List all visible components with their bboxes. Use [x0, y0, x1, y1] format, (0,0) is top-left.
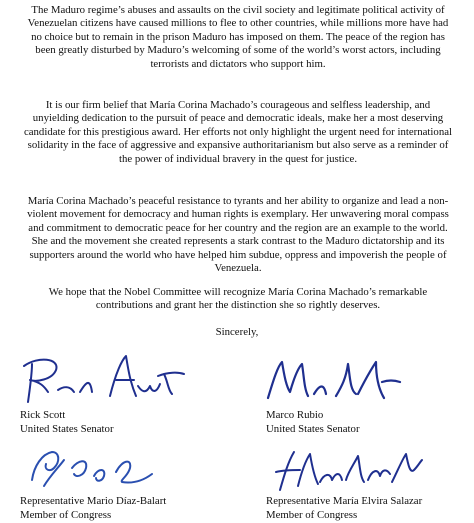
paragraph-peaceful-resistance: María Corina Machado’s peaceful resistance to tyrants and her ability to organize and lead a non-violent movement for democracy and human rights is exemplary. Her unwavering moral compass and commitment to democratic peace for her country and the region are an example to the world. She and the movement she created represents a stark contrast to the Maduro dictatorship and its supporters around the world who have helped him subdue, oppress and impoverish the people of Venezuela. — [27, 195, 449, 275]
paragraph-firm-belief: It is our firm belief that María Corina Machado’s courageous and selfless leadership, and unyielding dedication to the pursuit of peace and democratic ideals, make her a most deserving candidate for this prestigious award. Her efforts not only highlight the urgent need for international solidarity in the face of aggressive and expansive authoritarianism but also serve as a reminder of the power of individual bravery in the quest for justice. — [23, 99, 453, 165]
signature-mario-diaz-balart — [24, 446, 164, 490]
signer-name: Representative Mario Díaz-Balart — [20, 495, 167, 507]
signature-marco-rubio — [264, 358, 404, 402]
signer-title: Member of Congress — [20, 508, 112, 521]
signer-title: United States Senator — [20, 422, 114, 435]
paragraph-regime-abuses: The Maduro regime’s abuses and assaults on the civil society and legitimate political activity of Venezuelan citizens have caused millions to flee to other countries, while millions more have had no choice but to remain in the prison Maduro has imposed on them. The peace of the region has been greatly disturbed by Maduro’s welcoming of some of the world’s worst actors, including terrorists and dictators who support him. — [27, 4, 449, 70]
signer-title: United States Senator — [266, 422, 360, 435]
signer-name: Marco Rubio — [266, 409, 324, 421]
signer-name: Rick Scott — [20, 409, 66, 421]
signature-rick-scott — [18, 352, 188, 404]
signer-block-marco-rubio — [266, 409, 360, 436]
signer-block-rick-scott — [20, 409, 114, 436]
closing-salutation: Sincerely, — [215, 326, 259, 338]
paragraph-nobel-hope: We hope that the Nobel Committee will recognize María Corina Machado’s remarkable contributions and grant her the distinction she so rightly deserves. — [48, 286, 428, 312]
signature-maria-elvira-salazar — [274, 446, 424, 494]
signer-title: Member of Congress — [266, 508, 358, 521]
signer-name: Representative María Elvira Salazar — [266, 495, 423, 507]
signer-block-mario-diaz-balart — [20, 495, 166, 522]
signer-block-maria-elvira-salazar — [266, 495, 422, 522]
